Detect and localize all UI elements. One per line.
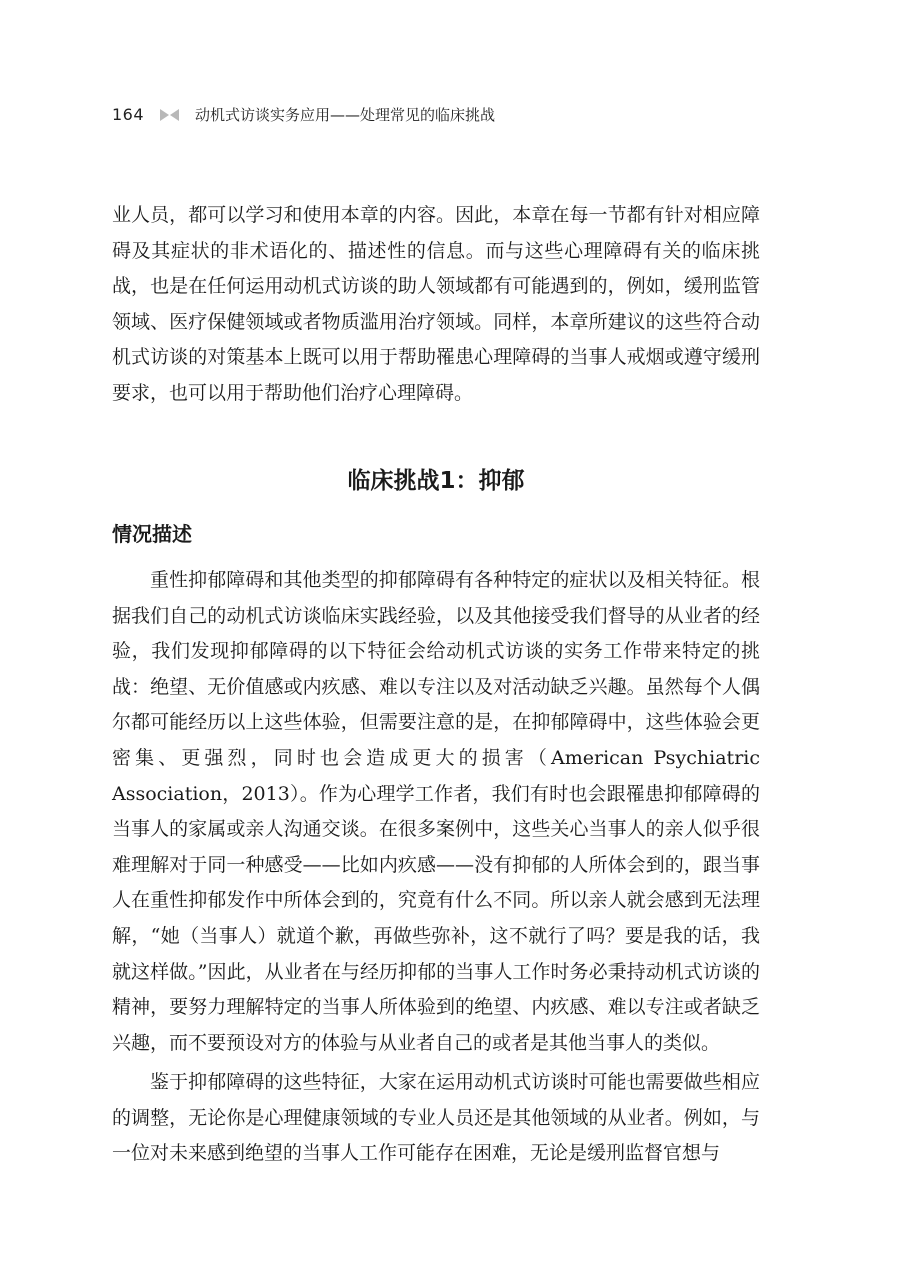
section-title: 临床挑战1：抑郁	[347, 468, 525, 494]
subsection-heading: 情况描述	[112, 522, 192, 546]
running-header	[112, 104, 495, 125]
paragraph-adjustment: 鉴于抑郁障碍的这些特征，大家在运用动机式访谈时可能也需要做些相应的调整，无论你是心理健康领域的专业人员还是其他领域的从业者。例如，与一位对未来感到绝望的当事人工作可能存在困难，无论是缓刑监督官想与	[112, 1071, 760, 1165]
paragraph-continuation: 业人员，都可以学习和使用本章的内容。因此，本章在每一节都有针对相应障碍及其症状的非术语化的、描述性的信息。而与这些心理障碍有关的临床挑战，也是在任何运用动机式访谈的助人领域都有可能遇到的，例如，缓刑监管领域、医疗保健领域或者物质滥用治疗领域。同样，本章所建议的这些符合动机式访谈的对策基本上既可以用于帮助罹患心理障碍的当事人戒烟或遵守缓刑要求，也可以用于帮助他们治疗心理障碍。	[112, 204, 760, 404]
book-title: 动机式访谈实务应用——处理常见的临床挑战	[195, 106, 496, 124]
bowtie-ornament-icon	[160, 109, 179, 121]
paragraph-description: 重性抑郁障碍和其他类型的抑郁障碍有各种特定的症状以及相关特征。根据我们自己的动机式访谈临床实践经验，以及其他接受我们督导的从业者的经验，我们发现抑郁障碍的以下特征会给动机式访谈的实务工作带来特定的挑战：绝望、无价值感或内疚感、难以专注以及对活动缺乏兴趣。虽然每个人偶尔都可能经历以上这些体验，但需要注意的是，在抑郁障碍中，这些体验会更密集、更强烈，同时也会造成更大的损害（American Psychiatric Association，2013）。作为心理学工作者，我们有时也会跟罹患抑郁障碍的当事人的家属或亲人沟通交谈。在很多案例中，这些关心当事人的亲人似乎很难理解对于同一种感受——比如内疚感——没有抑郁的人所体会到的，跟当事人在重性抑郁发作中所体会到的，究竟有什么不同。所以亲人就会感到无法理解，“她（当事人）就道个歉，再做些弥补，这不就行了吗？要是我的话，我就这样做。”因此，从业者在与经历抑郁的当事人工作时务必秉持动机式访谈的精神，要努力理解特定的当事人所体验到的绝望、内疚感、难以专注或者缺乏兴趣，而不要预设对方的体验与从业者自己的或者是其他当事人的类似。	[112, 569, 760, 1054]
page-number: 164	[112, 105, 145, 124]
